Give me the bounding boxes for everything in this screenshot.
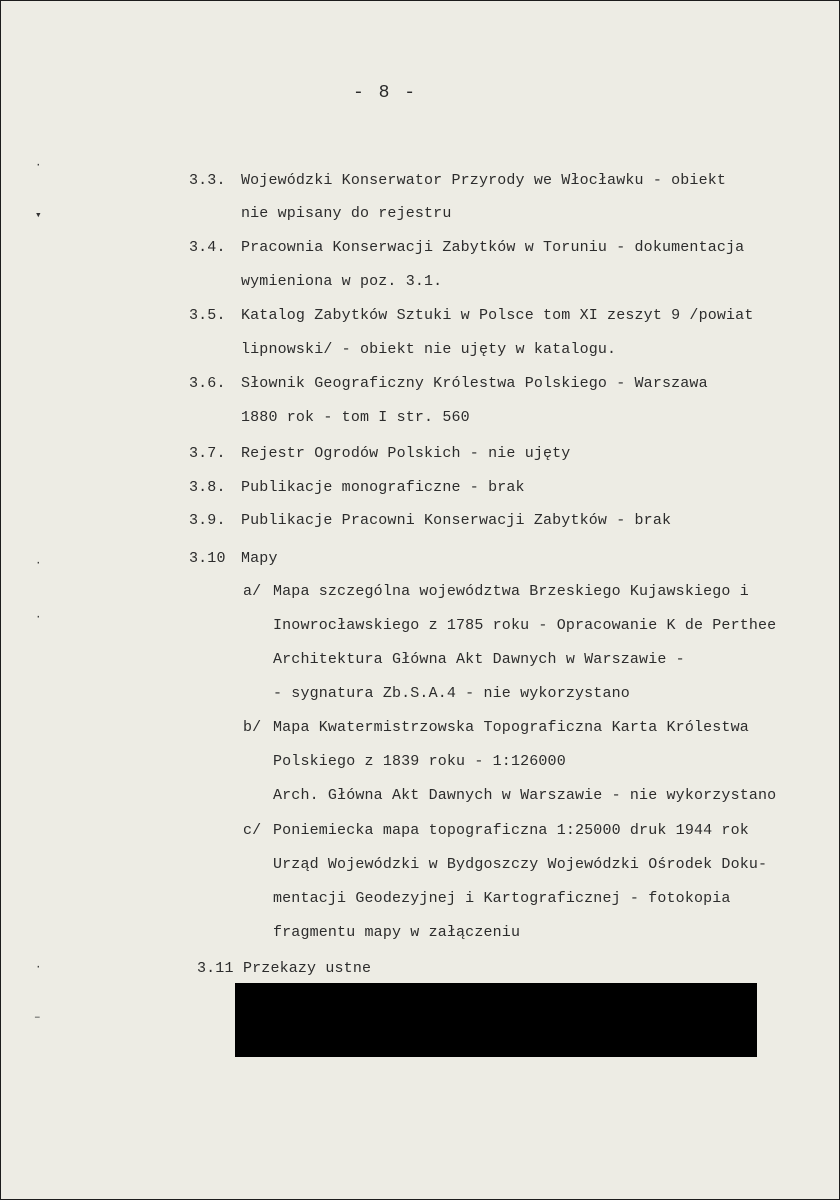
item-number: 3.7. — [189, 445, 226, 462]
item-3-5 — [189, 307, 753, 325]
item-3-9 — [189, 512, 671, 530]
map-text: - sygnatura Zb.S.A.4 - nie wykorzystano — [273, 685, 630, 702]
map-continuation — [273, 856, 767, 874]
item-number: 3.3. — [189, 172, 226, 189]
map-letter: a/ — [243, 583, 262, 600]
map-text: fragmentu mapy w załączeniu — [273, 924, 521, 941]
item-text: Pracownia Konserwacji Zabytków w Toruniu - dokumentacja — [241, 239, 745, 256]
map-continuation — [273, 651, 685, 669]
item-3-4 — [189, 239, 744, 257]
item-continuation — [241, 341, 616, 359]
item-text: Wojewódzki Konserwator Przyrody we Włocławku - obiekt — [241, 172, 727, 189]
item-text: Słownik Geograficzny Królestwa Polskiego - Warszawa — [241, 375, 708, 392]
map-continuation — [273, 787, 776, 805]
map-letter: c/ — [243, 822, 262, 839]
item-text: lipnowski/ - obiekt nie ujęty w katalogu. — [241, 341, 617, 358]
map-text: Urząd Wojewódzki w Bydgoszczy Wojewódzki Ośrodek Doku- — [273, 856, 768, 873]
item-3-11 — [197, 960, 371, 978]
item-text: Przekazy ustne — [243, 960, 372, 977]
map-b — [243, 719, 749, 737]
map-text: mentacji Geodezyjnej i Kartograficznej - fotokopia — [273, 890, 731, 907]
map-continuation — [273, 753, 566, 771]
item-text: Publikacje monograficzne - brak — [241, 479, 525, 496]
map-text: Mapa Kwatermistrzowska Topograficzna Karta Królestwa — [273, 719, 749, 736]
margin-mark: · — [35, 612, 42, 624]
item-text: 1880 rok - tom I str. 560 — [241, 409, 470, 426]
item-3-8 — [189, 479, 525, 497]
item-number: 3.6. — [189, 375, 226, 392]
map-text: Arch. Główna Akt Dawnych w Warszawie - nie wykorzystano — [273, 787, 777, 804]
item-text: nie wpisany do rejestru — [241, 205, 452, 222]
item-text: Katalog Zabytków Sztuki w Polsce tom XI zeszyt 9 /powiat — [241, 307, 754, 324]
margin-mark: · — [35, 962, 42, 974]
map-c — [243, 822, 749, 840]
item-continuation — [241, 273, 442, 291]
map-continuation — [273, 890, 731, 908]
item-number: 3.8. — [189, 479, 226, 496]
redaction-block — [235, 983, 757, 1057]
map-letter: b/ — [243, 719, 262, 736]
item-text: Mapy — [241, 550, 278, 567]
item-text: Rejestr Ogrodów Polskich - nie ujęty — [241, 445, 571, 462]
item-3-10 — [189, 550, 278, 568]
margin-mark: · — [35, 558, 42, 570]
item-continuation — [241, 205, 451, 223]
map-text: Architektura Główna Akt Dawnych w Warszawie - — [273, 651, 685, 668]
item-number: 3.9. — [189, 512, 226, 529]
map-text: Mapa szczególna województwa Brzeskiego Kujawskiego i — [273, 583, 749, 600]
map-continuation — [273, 924, 520, 942]
item-number: 3.11 — [197, 960, 234, 977]
item-continuation — [241, 409, 470, 427]
map-text: Poniemiecka mapa topograficzna 1:25000 druk 1944 rok — [273, 822, 749, 839]
item-number: 3.10 — [189, 550, 226, 567]
item-number: 3.5. — [189, 307, 226, 324]
item-number: 3.4. — [189, 239, 226, 256]
map-text: Inowrocławskiego z 1785 roku - Opracowanie K de Perthee — [273, 617, 777, 634]
map-text: Polskiego z 1839 roku - 1:126000 — [273, 753, 566, 770]
map-a — [243, 583, 749, 601]
map-continuation — [273, 685, 630, 703]
item-text: wymieniona w poz. 3.1. — [241, 273, 443, 290]
page-number: - 8 - — [353, 83, 418, 103]
item-3-6 — [189, 375, 708, 393]
margin-mark: · — [35, 160, 42, 172]
margin-mark: ▾ — [35, 210, 42, 222]
item-3-7 — [189, 445, 570, 463]
map-continuation — [273, 617, 776, 635]
item-3-3 — [189, 172, 726, 190]
item-text: Publikacje Pracowni Konserwacji Zabytków - brak — [241, 512, 672, 529]
margin-mark: – — [34, 1012, 41, 1024]
